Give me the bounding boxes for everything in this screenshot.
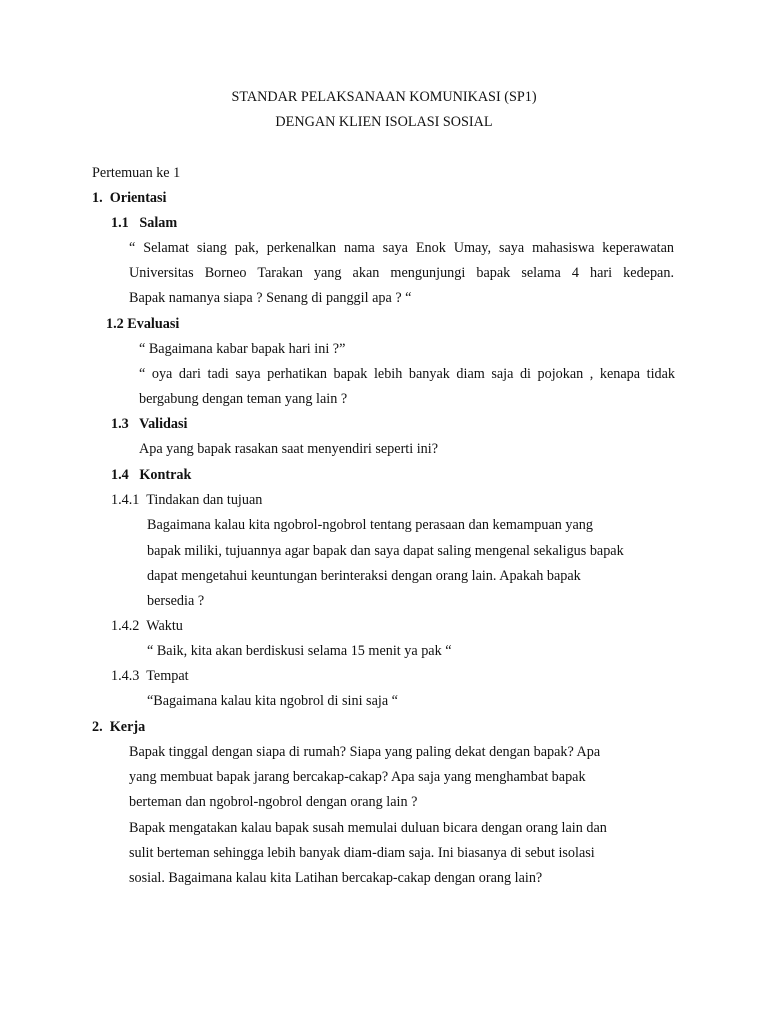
subsection-number: 1.3 <box>111 416 129 432</box>
section-number: 2. <box>92 719 103 735</box>
item-number: 1.4.3 <box>111 668 140 684</box>
waktu-paragraph-line: “ Baik, kita akan berdiskusi selama 15 menit ya pak “ <box>147 643 452 659</box>
tindakan-paragraph-line: dapat mengetahui keuntungan berinteraksi dengan orang lain. Apakah bapak <box>147 568 581 584</box>
kerja-paragraph-line: Bapak mengatakan kalau bapak susah memulai duluan bicara dengan orang lain dan <box>129 820 607 836</box>
evaluasi-paragraph-line: “ oya dari tadi saya perhatikan bapak lebih banyak diam saja di pojokan , kenapa tidak <box>139 366 675 382</box>
subsection-number: 1.4 <box>111 467 129 483</box>
item-tindakan-heading <box>111 491 262 509</box>
item-number: 1.4.2 <box>111 618 140 634</box>
evaluasi-paragraph-line: bergabung dengan teman yang lain ? <box>139 391 348 407</box>
subsection-title: Validasi <box>139 416 188 432</box>
kerja-paragraph-line: sulit berteman sehingga lebih banyak diam-diam saja. Ini biasanya di sebut isolasi <box>129 845 595 861</box>
section-orientasi-heading <box>92 189 166 207</box>
document-title-line-2: DENGAN KLIEN ISOLASI SOSIAL <box>275 114 493 130</box>
section-title: Kerja <box>109 719 146 735</box>
salam-paragraph-line: “ Selamat siang pak, perkenalkan nama saya Enok Umay, saya mahasiswa keperawatan <box>129 240 674 256</box>
item-title: Tindakan dan tujuan <box>146 492 263 508</box>
item-title: Tempat <box>146 668 189 684</box>
subsection-title: Kontrak <box>139 467 192 483</box>
document-title-line-1: STANDAR PELAKSANAAN KOMUNIKASI (SP1) <box>231 89 537 105</box>
subsection-kontrak-heading <box>111 466 191 484</box>
item-title: Waktu <box>146 618 183 634</box>
salam-paragraph-line: Universitas Borneo Tarakan yang akan mengunjungi bapak selama 4 hari kedepan. <box>129 265 674 281</box>
item-tempat-heading <box>111 667 189 685</box>
tindakan-paragraph-line: bapak miliki, tujuannya agar bapak dan saya dapat saling mengenal sekaligus bapak <box>147 543 624 559</box>
section-title: Orientasi <box>109 190 167 206</box>
kerja-paragraph-line: berteman dan ngobrol-ngobrol dengan orang lain ? <box>129 794 418 810</box>
tindakan-paragraph-line: Bagaimana kalau kita ngobrol-ngobrol tentang perasaan dan kemampuan yang <box>147 517 593 533</box>
tempat-paragraph-line: “Bagaimana kalau kita ngobrol di sini saja “ <box>147 693 398 709</box>
subsection-salam-heading <box>111 214 177 232</box>
kerja-paragraph-line: Bapak tinggal dengan siapa di rumah? Siapa yang paling dekat dengan bapak? Apa <box>129 744 601 760</box>
subsection-validasi-heading <box>111 415 188 433</box>
kerja-paragraph-line: yang membuat bapak jarang bercakap-cakap? Apa saja yang menghambat bapak <box>129 769 586 785</box>
section-kerja-heading <box>92 718 145 736</box>
subsection-number: 1.1 <box>111 215 129 231</box>
evaluasi-paragraph-line: “ Bagaimana kabar bapak hari ini ?” <box>139 341 346 357</box>
item-waktu-heading <box>111 617 183 635</box>
tindakan-paragraph-line: bersedia ? <box>147 593 205 609</box>
section-number: 1. <box>92 190 103 206</box>
meeting-label: Pertemuan ke 1 <box>92 165 181 181</box>
kerja-paragraph-line: sosial. Bagaimana kalau kita Latihan bercakap-cakap dengan orang lain? <box>129 870 543 886</box>
validasi-paragraph-line: Apa yang bapak rasakan saat menyendiri seperti ini? <box>139 441 439 457</box>
subsection-evaluasi-heading: 1.2 Evaluasi <box>106 316 180 332</box>
subsection-title: Salam <box>139 215 178 231</box>
salam-paragraph-line: Bapak namanya siapa ? Senang di panggil apa ? “ <box>129 290 412 306</box>
item-number: 1.4.1 <box>111 492 140 508</box>
